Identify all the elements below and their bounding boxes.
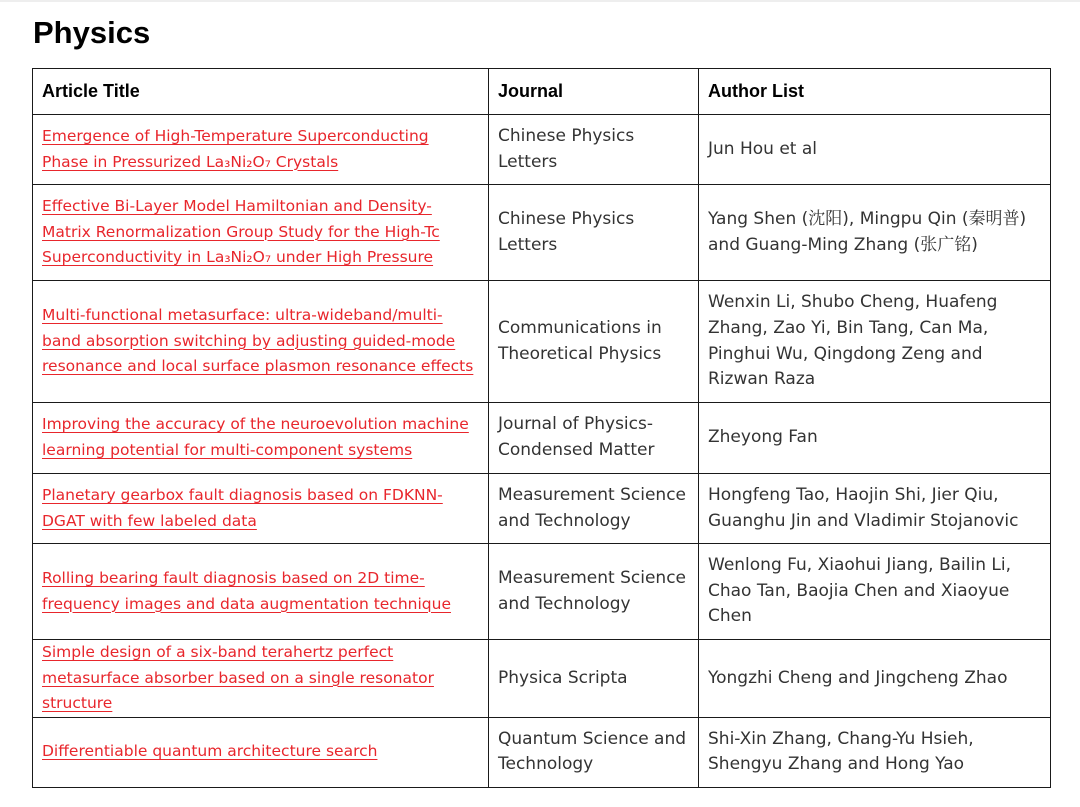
articles-table — [32, 68, 1051, 788]
journal-cell: Chinese Physics Letters — [489, 115, 699, 185]
table-header-row — [33, 69, 1051, 115]
article-title-link[interactable]: Effective Bi-Layer Model Hamiltonian and Density-Matrix Renormalization Group Study for the High-Tc Superconductivity in La₃Ni₂O₇ under High Pressure — [42, 197, 440, 267]
table-row — [33, 544, 1051, 640]
author-list-cell: Jun Hou et al — [699, 115, 1051, 185]
article-title-link[interactable]: Rolling bearing fault diagnosis based on 2D time-frequency images and data augmentation technique — [42, 568, 451, 613]
article-title-cell — [33, 403, 489, 474]
author-list-cell: Wenlong Fu, Xiaohui Jiang, Bailin Li, Chao Tan, Baojia Chen and Xiaoyue Chen — [699, 544, 1051, 640]
journal-cell: Chinese Physics Letters — [489, 185, 699, 281]
journal-cell: Communications in Theoretical Physics — [489, 281, 699, 403]
article-title-cell — [33, 544, 489, 640]
article-title-link[interactable]: Simple design of a six-band terahertz perfect metasurface absorber based on a single resonator structure — [42, 643, 434, 713]
table-row — [33, 403, 1051, 474]
top-divider — [0, 0, 1080, 2]
article-title-link[interactable]: Differentiable quantum architecture search — [42, 742, 378, 761]
article-title-cell — [33, 281, 489, 403]
header-journal: Journal — [489, 69, 699, 115]
article-title-cell — [33, 717, 489, 787]
article-title-cell — [33, 185, 489, 281]
author-list-cell: Yang Shen (沈阳), Mingpu Qin (秦明普) and Guang-Ming Zhang (张广铭) — [699, 185, 1051, 281]
journal-cell: Measurement Science and Technology — [489, 474, 699, 544]
article-title-link[interactable]: Emergence of High-Temperature Superconducting Phase in Pressurized La₃Ni₂O₇ Crystals — [42, 126, 429, 171]
article-title-cell — [33, 640, 489, 718]
page-title: Physics — [33, 15, 151, 50]
journal-cell: Journal of Physics-Condensed Matter — [489, 403, 699, 474]
table-row — [33, 281, 1051, 403]
journal-cell: Physica Scripta — [489, 640, 699, 718]
article-title-link[interactable]: Planetary gearbox fault diagnosis based on FDKNN-DGAT with few labeled data — [42, 485, 443, 530]
header-author-list: Author List — [699, 69, 1051, 115]
article-title-link[interactable]: Multi-functional metasurface: ultra-wideband/multi-band absorption switching by adjusting guided-mode resonance and local surface plasmon resonance effects — [42, 306, 474, 376]
article-title-cell — [33, 115, 489, 185]
table-row — [33, 474, 1051, 544]
journal-cell: Quantum Science and Technology — [489, 717, 699, 787]
table-row — [33, 115, 1051, 185]
author-list-cell: Zheyong Fan — [699, 403, 1051, 474]
header-article-title: Article Title — [33, 69, 489, 115]
author-list-cell: Hongfeng Tao, Haojin Shi, Jier Qiu, Guanghu Jin and Vladimir Stojanovic — [699, 474, 1051, 544]
table-row — [33, 640, 1051, 718]
author-list-cell: Wenxin Li, Shubo Cheng, Huafeng Zhang, Zao Yi, Bin Tang, Can Ma, Pinghui Wu, Qingdong Zeng and Rizwan Raza — [699, 281, 1051, 403]
author-list-cell: Shi-Xin Zhang, Chang-Yu Hsieh, Shengyu Zhang and Hong Yao — [699, 717, 1051, 787]
journal-cell: Measurement Science and Technology — [489, 544, 699, 640]
author-list-cell: Yongzhi Cheng and Jingcheng Zhao — [699, 640, 1051, 718]
table-row — [33, 717, 1051, 787]
article-title-link[interactable]: Improving the accuracy of the neuroevolution machine learning potential for multi-component systems — [42, 415, 469, 459]
table-row — [33, 185, 1051, 281]
article-title-cell — [33, 474, 489, 544]
